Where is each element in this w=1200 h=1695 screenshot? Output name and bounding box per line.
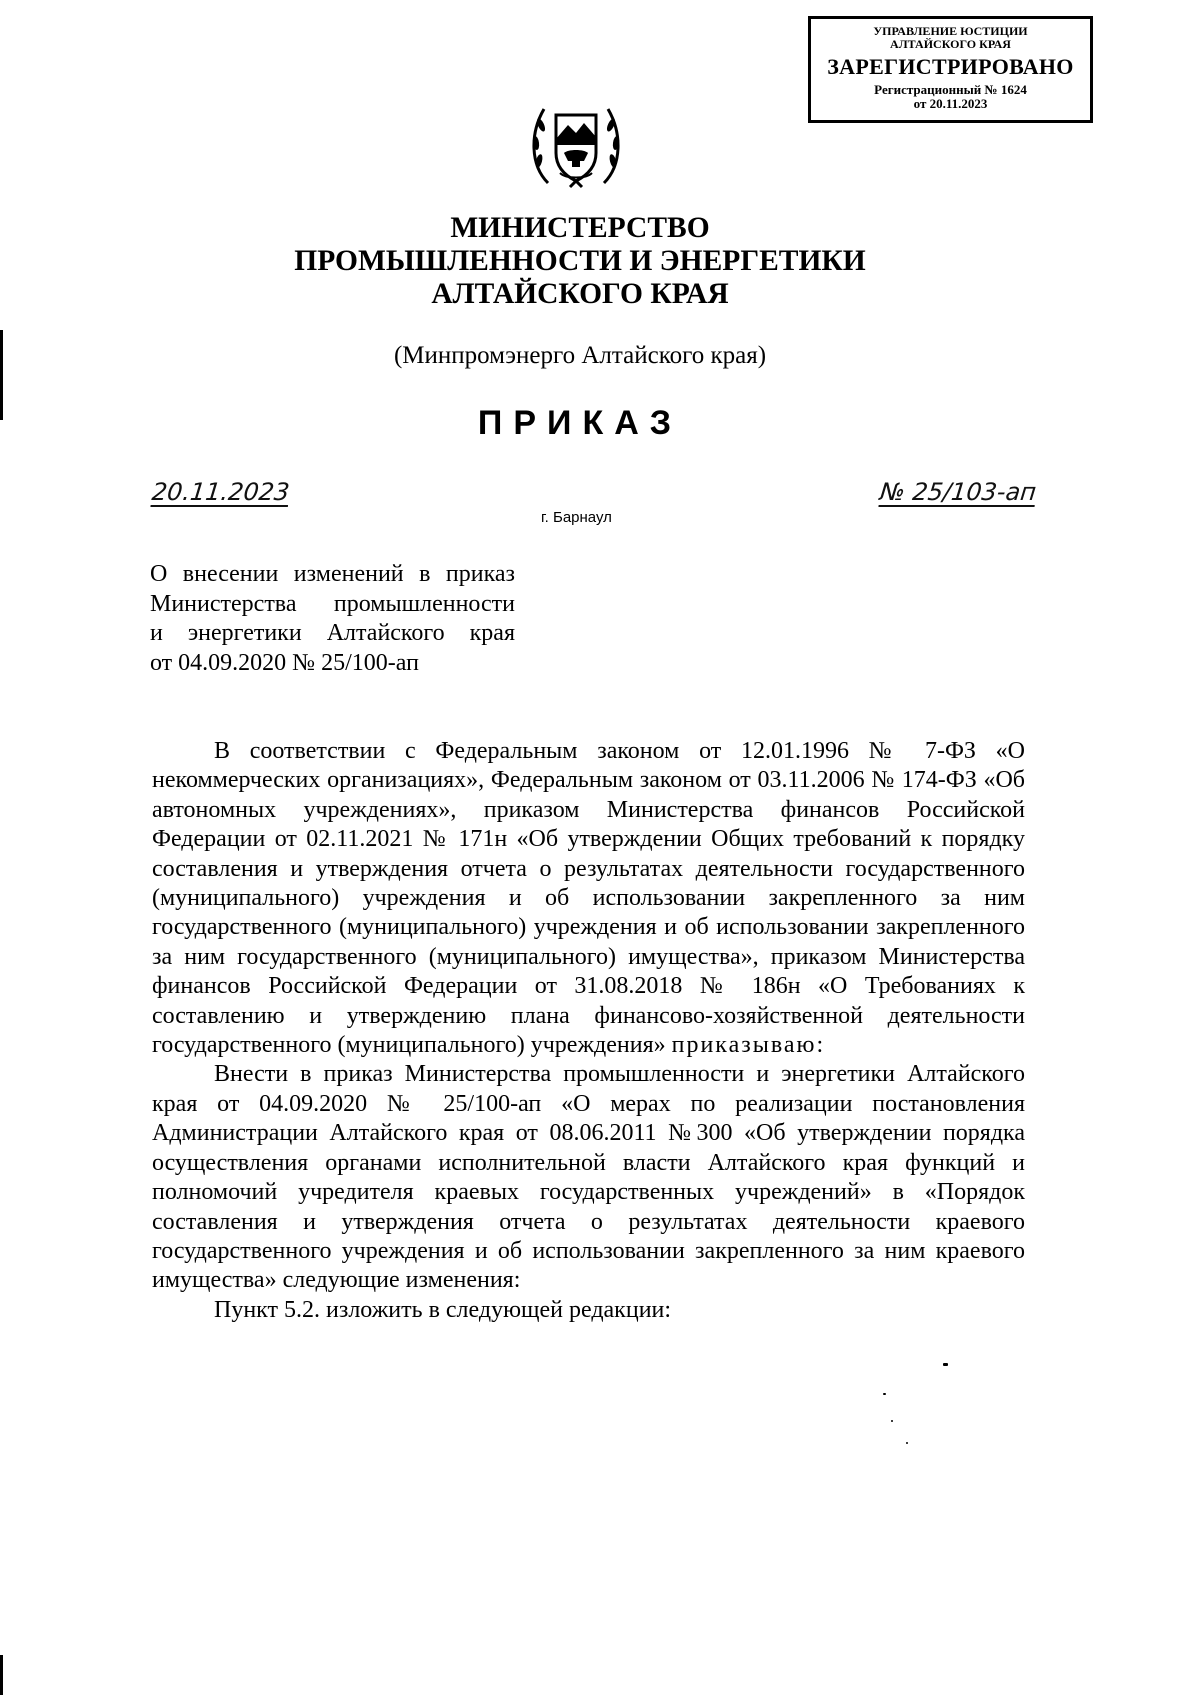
ministry-line-2: ПРОМЫШЛЕННОСТИ И ЭНЕРГЕТИКИ (294, 245, 866, 277)
ministry-short-name: (Минпромэнерго Алтайского края) (393, 342, 767, 369)
city: г. Барнаул (541, 509, 612, 526)
order-subject (150, 560, 515, 678)
preamble-text: В соответствии с Федеральным законом от 12.01.1996 № 7-ФЗ «О некоммерческих организациях», Федеральным законом от 03.11.2006 № 174-ФЗ «Об автономных учреждениях», приказом Министерства финансов Российской Федерации от 02.11.2021 № 171н «Об утверждении Общих требований к порядку составления и утверждения отчета о результатах деятельности государственного (муниципального) учреждения и об использовании закрепленного за ним государственного (муниципального) учреждения и об использовании закрепленного за ним государственного (муниципального) имущества», приказом Министерства финансов Российской Федерации от 31.08.2018 № 186н «О Требованиях к составлению и утверждению плана финансово-хозяйственной деятельности государственного (муниципального) учреждения» (152, 738, 1025, 1059)
stamp-region: АЛТАЙСКОГО КРАЯ (890, 37, 1011, 51)
amendment-paragraph: Внести в приказ Министерства промышленности и энергетики Алтайского края от 04.09.2020 № 25/100-ап «О мерах по реализации постановления Администрации Алтайского края от 08.06.2011 №300 «Об утверждении порядка осуществления органами исполнительной власти Алтайского края функций и полномочий учредителя краевых государственных учреждений» в «Порядок составления и утверждения отчета о результатах деятельности краевого государственного учреждения и об использовании закрепленного за ним краевого имущества» следующие изменения: (152, 1061, 1025, 1294)
ministry-name (250, 212, 910, 311)
stamp-registration-date: от 20.11.2023 (913, 96, 988, 111)
subject-line-2: Министерства промышленности (150, 590, 515, 617)
subject-line-3: и энергетики Алтайского края (150, 620, 515, 646)
stamp-registration-number: Регистрационный № 1624 (874, 82, 1027, 97)
order-body (152, 737, 1025, 1325)
registration-stamp (808, 16, 1093, 123)
coat-of-arms-icon (526, 95, 626, 195)
stamp-status: ЗАРЕГИСТРИРОВАНО (827, 54, 1074, 79)
scan-speck (883, 1393, 886, 1395)
preamble-paragraph (152, 737, 1025, 1060)
subject-line-4: от 04.09.2020 № 25/100-ап (150, 649, 419, 676)
scan-edge-mark-top (0, 330, 3, 420)
scan-edge-mark-bottom (0, 1655, 3, 1695)
order-keyword: приказываю: (671, 1032, 826, 1059)
stamp-authority: УПРАВЛЕНИЕ ЮСТИЦИИ (873, 24, 1028, 38)
ministry-line-1: МИНИСТЕРСТВО (450, 212, 710, 244)
ministry-line-3: АЛТАЙСКОГО КРАЯ (431, 278, 729, 310)
scan-speck (906, 1442, 908, 1444)
handwritten-date: 20.11.2023 (150, 478, 291, 506)
document-type-title: ПРИКАЗ (477, 404, 683, 442)
subject-line-1: О внесении изменений в приказ (150, 561, 515, 587)
item-paragraph: Пункт 5.2. изложить в следующей редакции: (214, 1296, 672, 1323)
scan-speck (891, 1420, 893, 1422)
handwritten-order-number: № 25/103-ап (878, 478, 1038, 506)
scan-speck (943, 1363, 948, 1366)
